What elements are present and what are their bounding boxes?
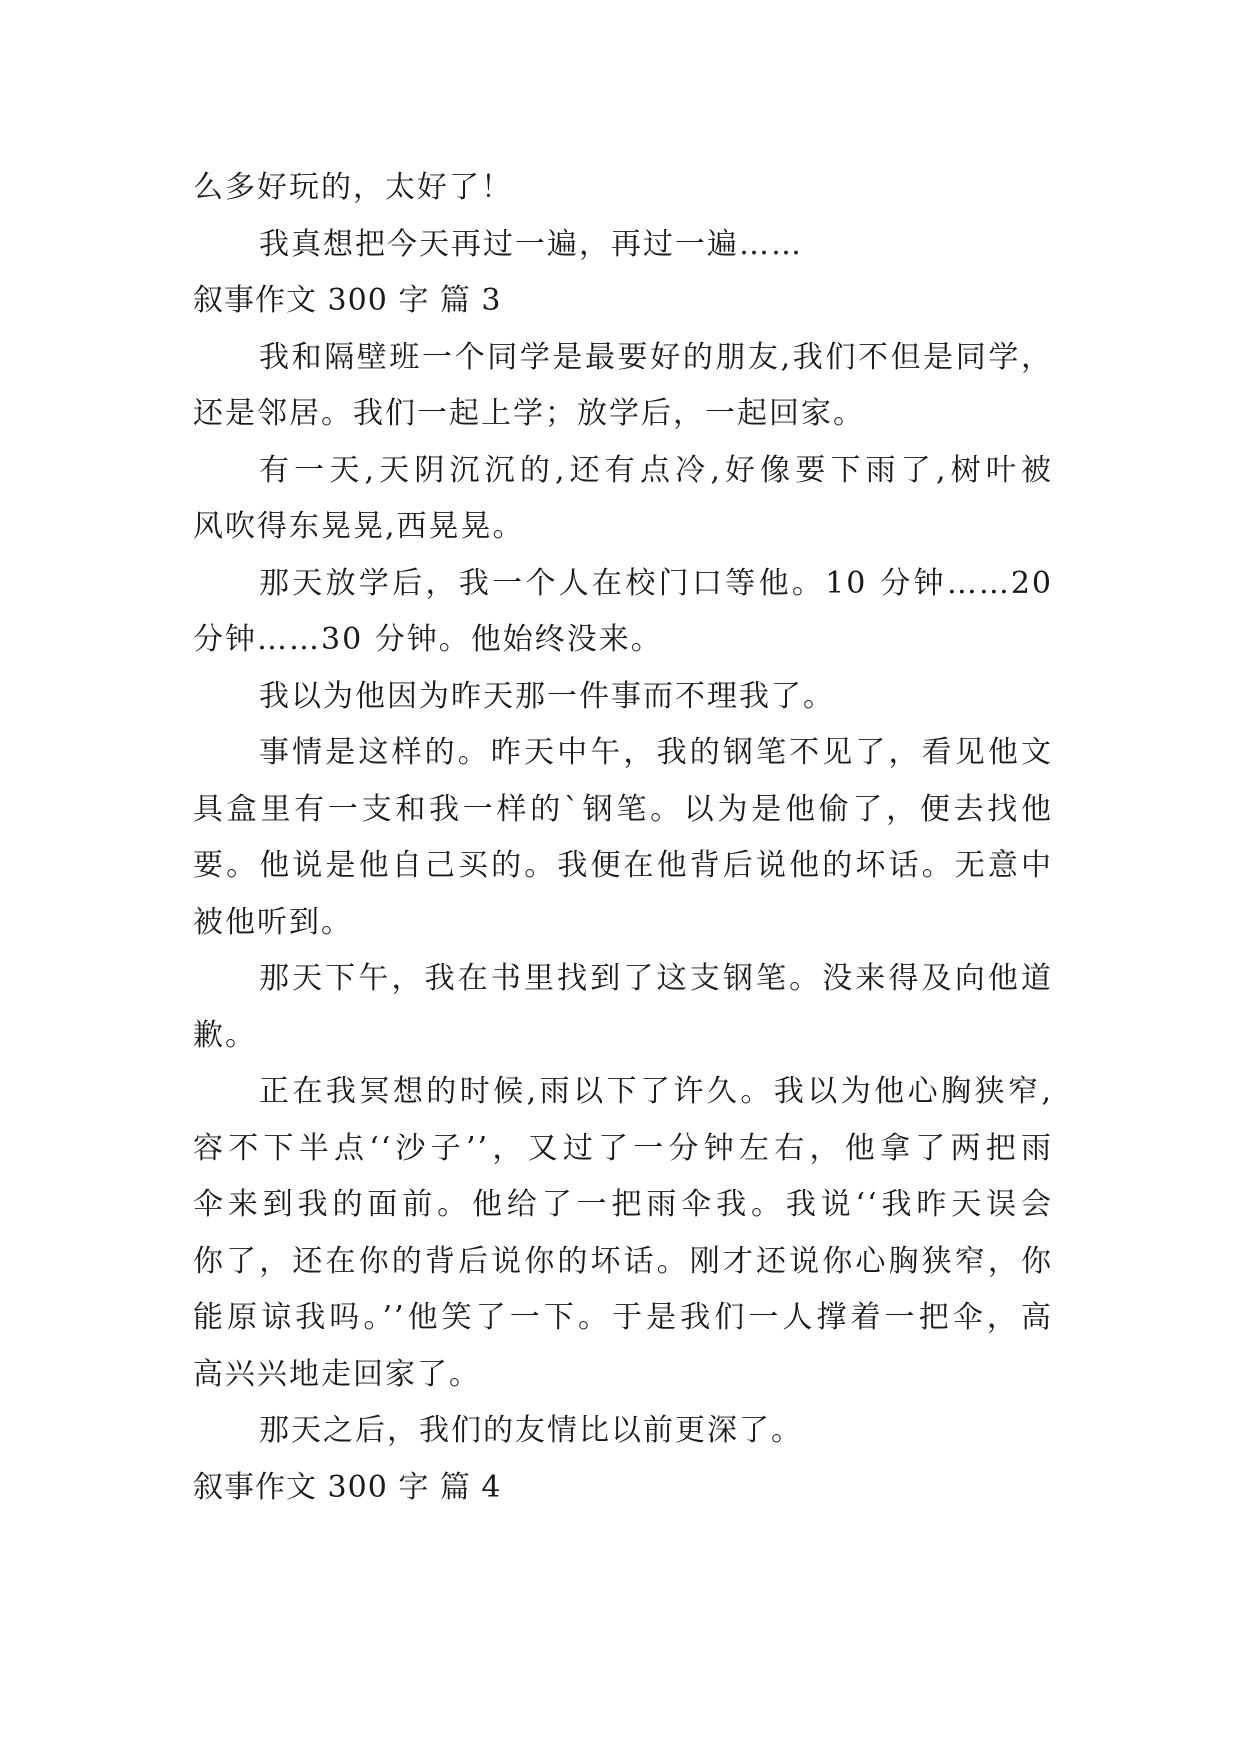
text-line: 我真想把今天再过一遍，再过一遍…… bbox=[259, 226, 803, 262]
text-line: 事情是这样的。昨天中午，我的钢笔不见了，看见他文 bbox=[259, 735, 1053, 770]
text-line: 伞来到我的面前。他给了一把雨伞我。我说‘‘我昨天误会 bbox=[193, 1187, 1053, 1222]
text-line: 么多好玩的，太好了！ bbox=[193, 170, 513, 205]
section-heading: 叙事作文 300 字 篇 4 bbox=[193, 1469, 502, 1505]
text-line: 要。他说是他自己买的。我便在他背后说他的坏话。无意中 bbox=[193, 848, 1053, 883]
text-line: 那天下午，我在书里找到了这支钢笔。没来得及向他道 bbox=[259, 961, 1053, 996]
text-line: 我和隔壁班一个同学是最要好的朋友,我们不但是同学， bbox=[259, 339, 1053, 375]
text-line: 能原谅我吗。’’他笑了一下。于是我们一人撑着一把伞，高 bbox=[193, 1300, 1053, 1335]
text-line: 被他听到。 bbox=[193, 904, 353, 940]
text-line: 具盒里有一支和我一样的`钢笔。以为是他偷了，便去找他 bbox=[193, 791, 1053, 827]
text-line: 那天之后，我们的友情比以前更深了。 bbox=[259, 1413, 803, 1448]
text-line: 那天放学后，我一个人在校门口等他。10 分钟……20 bbox=[259, 565, 1053, 601]
text-line: 你了，还在你的背后说你的坏话。刚才还说你心胸狭窄，你 bbox=[193, 1243, 1053, 1279]
section-heading: 叙事作文 300 字 篇 3 bbox=[193, 283, 502, 318]
text-line: 歉。 bbox=[193, 1017, 257, 1053]
text-line: 还是邻居。我们一起上学；放学后，一起回家。 bbox=[193, 396, 865, 431]
text-line: 高兴兴地走回家了。 bbox=[193, 1356, 481, 1392]
text-line: 有一天,天阴沉沉的,还有点冷,好像要下雨了,树叶被 bbox=[259, 452, 1053, 488]
text-line: 正在我冥想的时候,雨以下了许久。我以为他心胸狭窄, bbox=[259, 1074, 1053, 1109]
text-line: 分钟……30 分钟。他始终没来。 bbox=[193, 622, 663, 657]
text-line: 我以为他因为昨天那一件事而不理我了。 bbox=[259, 678, 835, 714]
text-line: 容不下半点‘‘沙子’’，又过了一分钟左右，他拿了两把雨 bbox=[193, 1130, 1053, 1166]
text-line: 风吹得东晃晃,西晃晃。 bbox=[193, 509, 525, 544]
document-body bbox=[193, 160, 1053, 1516]
